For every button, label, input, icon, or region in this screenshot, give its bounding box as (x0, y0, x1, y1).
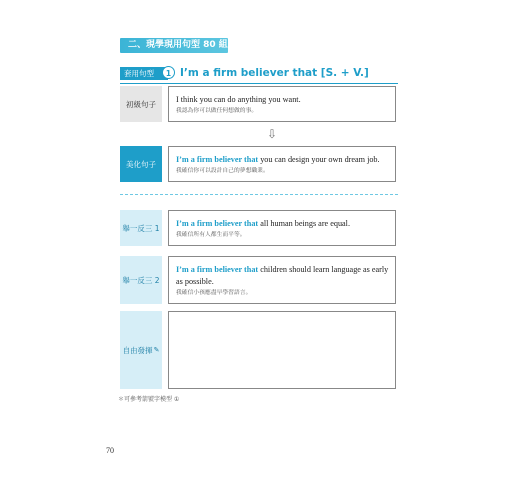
label-example-2: 舉一反三 2 (120, 256, 162, 304)
label-example-1: 舉一反三 1 (120, 210, 162, 246)
example1-zh: 我確信所有人都生而平等。 (176, 232, 246, 238)
row-example-2 (120, 256, 396, 304)
label-free (120, 311, 162, 389)
example2-rest: children should learn language as early as possible. (176, 265, 389, 286)
row-example-1 (120, 210, 396, 246)
free-label-text: 自由發揮 (122, 345, 153, 355)
example2-zh: 我確信小孩應盡早學習語言。 (176, 290, 252, 296)
footnote: ＊可參考箭號字模型 ① (118, 396, 180, 403)
free-writing-box[interactable] (168, 311, 396, 389)
pattern-underline (120, 83, 398, 84)
label-basic: 初級句子 (120, 86, 162, 122)
example1-highlight: I’m a firm believer that (176, 219, 259, 228)
row-basic (120, 86, 396, 122)
pattern-heading (120, 64, 398, 84)
basic-zh: 我認為你可以做任何想做的事。 (176, 108, 258, 114)
pattern-tag: 套用句型 (120, 67, 168, 80)
example1-en (176, 218, 389, 230)
improved-en (176, 154, 389, 166)
basic-en: I think you can do anything you want. (176, 95, 301, 104)
label-improved: 美化句子 (120, 146, 162, 182)
section-title: 二、現學現用句型 80 組 (128, 40, 228, 50)
row-improved (120, 146, 396, 182)
content-example-2 (168, 256, 396, 304)
pattern-number: 1 (162, 66, 175, 79)
example1-rest: all human beings are equal. (258, 219, 351, 228)
pencil-icon: ✎ (153, 346, 160, 354)
improved-highlight: I’m a firm believer that (176, 155, 259, 164)
content-example-1 (168, 210, 396, 246)
improved-zh: 我確信你可以設計自己的夢想職業。 (176, 168, 269, 174)
row-free (120, 311, 396, 389)
example2-highlight: I’m a firm believer that (176, 265, 259, 274)
content-basic (168, 86, 396, 122)
section-header (120, 38, 228, 53)
content-improved (168, 146, 396, 182)
page-number: 70 (106, 446, 114, 455)
example2-en (176, 264, 389, 288)
pattern-title: I’m a firm believer that [S. + V.] (180, 67, 369, 79)
down-arrow-icon: ⇩ (266, 127, 278, 141)
improved-rest: you can design your own dream job. (258, 155, 380, 164)
section-divider (120, 194, 398, 196)
